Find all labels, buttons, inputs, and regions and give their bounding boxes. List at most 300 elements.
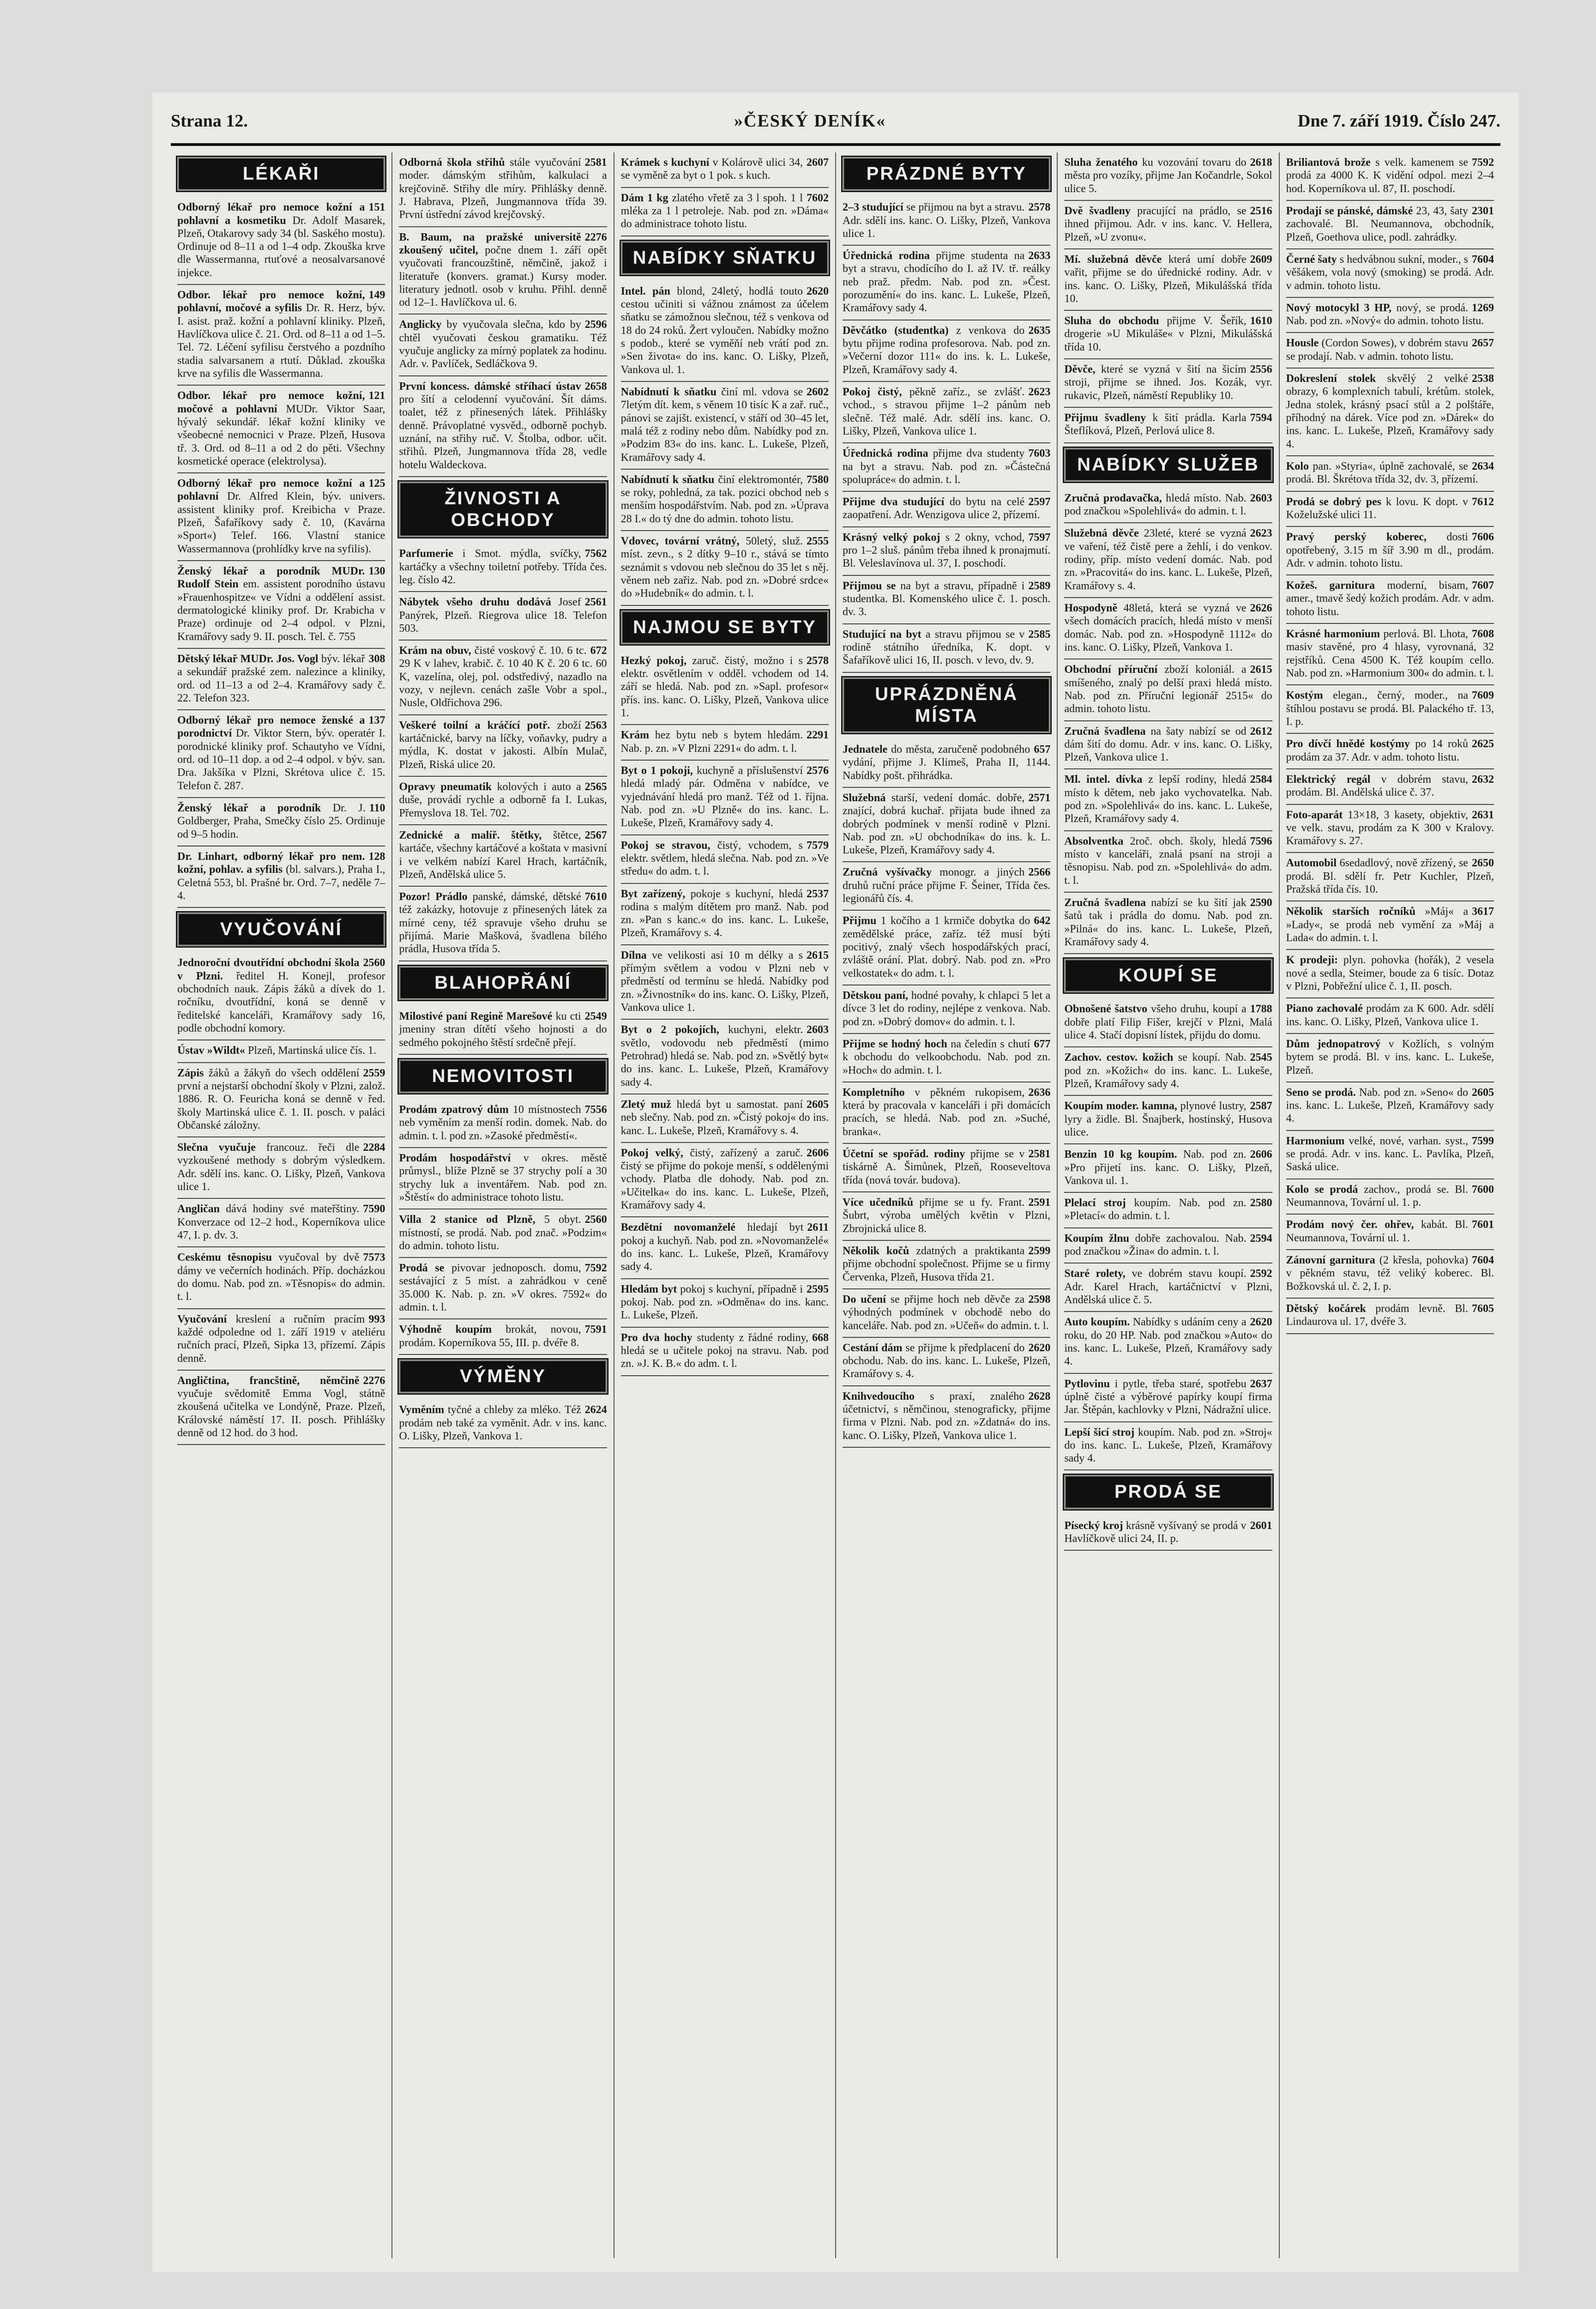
ad-title: Prodám hospodářství	[399, 1152, 524, 1164]
ad-number: 7606	[1471, 531, 1494, 544]
classified-ad	[1286, 492, 1494, 527]
classified-ad	[1286, 685, 1494, 734]
classified-ad	[843, 492, 1050, 527]
classified-ad	[399, 715, 607, 777]
ad-text: Dr. Viktor Stern, býv. operatér I. porodnické kliniky prof. Schautyho ve Vídni, ord. od 10–11 dop. a od 2–4 odpol. v býv. san. Dra. Jakšíka v Plzni, Skrétova ulice č. 15. Telefon č. 287.	[177, 727, 385, 792]
ad-number: 2650	[1471, 857, 1494, 870]
classified-ad	[621, 835, 829, 884]
classified-ad	[1286, 1299, 1494, 1334]
ad-title: Služebná děvče	[1064, 527, 1144, 540]
classified-ad	[1286, 298, 1494, 333]
ad-text: přijme studenta na byt a stravu, chodícího do I. až IV. tř. reálky neb praž. předm. Nab. pod zn. »Čest. porozumění« do ins. kanc. L. Lukeše, Plzeň, Kramářovy sady 4.	[842, 250, 1051, 314]
ad-text: by vyučovala slečna, kdo by chtěl vyučovati českou gramatiku. Též vyučuje anglicky za mírný poplatek za hodinu. Adr. v. Pavlíček, Sedláčkova 9.	[399, 319, 607, 370]
ad-text: brokát, novou, prodám. Koperníkova 55, III. p. dvéře 8.	[399, 1324, 581, 1349]
ad-title: Kostým	[1286, 689, 1333, 702]
ad-title: Prodá se dobrý pes	[1286, 496, 1386, 508]
ad-text: skvělý 2 velké obrazy, 6 komplexních tabulí, krétům. stolek, Jedna stolek, krásný psací stůl a 2 polštáře, příhodný na dárek. Více pod zn. »Dárek« do ins. kanc. L. Lukeše, Plzeň, Kramářovy sady 4.	[1286, 373, 1494, 450]
ad-text: se přijmou na byt a stravu. Adr. sdělí ins. kanc. O. Lišky, Plzeň, Vankova ulice 1.	[842, 201, 1051, 240]
ad-number: 7597	[1028, 531, 1051, 544]
ad-text: francouz. řeči dle vyzkoušené methody s dobrým výsledkem. Adr. sdělí ins. kanc. O. Lišky, Plzeň, Vankova ulice 1.	[177, 1142, 385, 1193]
classified-ad	[843, 382, 1050, 443]
ad-title: Automobil	[1286, 857, 1340, 870]
ad-number: 2560	[584, 1214, 607, 1226]
ad-title: Elektrický regál	[1286, 773, 1381, 786]
ad-number: 7612	[1471, 496, 1494, 508]
classified-ad	[621, 1094, 829, 1143]
section-heading: PRODÁ SE	[1064, 1475, 1272, 1509]
ad-title: Odbor. lékař pro nemoce kožní, močové a pohlavní	[177, 390, 365, 415]
ad-text: monogr. a jiných druhů ruční práce přijme F. Šeiner, Třída čes. legionářů čís. 4.	[842, 866, 1051, 905]
ad-title: Mí. služebná děvče	[1064, 253, 1168, 266]
section-heading: BLAHOPŘÁNÍ	[399, 966, 607, 1000]
ad-text: kolových i auto a duše, provádí rychle a odborně fa I. Lukas, Přemyslova 18. Tel. 702.	[399, 780, 607, 819]
classified-ad	[177, 1137, 385, 1199]
ad-text: studenty z řádné rodiny, hledá se u učitele pokoj na stravu. Nab. pod zn. »J. K. B.« do adm. t. l.	[620, 1331, 829, 1370]
ad-title: Pravý perský koberec,	[1286, 531, 1447, 544]
classified-ad	[399, 1258, 607, 1319]
ad-title: Koupím moder. kamna,	[1064, 1100, 1180, 1112]
ad-text: ve velikosti asi 10 m délky a s přímým světlem a vodou v Plzni neb v předměstí od termínu se hledá. Nabídky pod zn. »Živnostník« do ins. kanc. O. Lišky, Plzeň, Vankova ulice 1.	[620, 949, 829, 1014]
ad-text: s 2 okny, vchod, pro 1–2 sluš. pánům třeba ihned k pronajmutí. Bl. Veleslavínova ul. 37, I. poschodí.	[842, 531, 1051, 570]
ad-text: se přijme k předplacení do obchodu. Nab. do ins. kanc. L. Lukeše, Plzeň, Kramářovy s. 4.	[842, 1342, 1051, 1380]
ad-title: Pokoj se stravou,	[620, 839, 717, 852]
ad-text: 6sedadlový, nově zřízený, se prodá. Bl. sdělí fr. Petr Kuchler, Plzeň, Pražská třída čís. 10.	[1286, 857, 1494, 896]
ad-title: Zánovní garnitura	[1286, 1254, 1379, 1266]
ad-title: Ženský lékař a porodník	[177, 802, 333, 814]
ad-title: Dr. Linhart, odborný lékař pro nem. kožní, pohlav. a syfilis	[177, 850, 365, 876]
classified-ad	[1286, 333, 1494, 369]
ad-text: čistý, zařízený a zaruč. čistý se přijme do pokoje menší, s oddělenými vchody. Platba dle dohody. Nab. pod zn. »Učitelka« do ins. kanc. L. Lukeše, Plzeň, Kramářovy sady 4.	[620, 1147, 829, 1212]
classified-ad	[177, 1063, 385, 1138]
classified-ad	[1064, 1193, 1272, 1228]
ad-text: ku cti jmeniny stran dítětí všeho hojnosti a do sedmého pokojného štěstí srdečně přejí.	[399, 1010, 607, 1049]
ad-title: Černé šaty	[1286, 253, 1340, 266]
ad-text: v Kolárově ulici 34, se vyměně za byt o 1 pok. s kuch.	[620, 157, 803, 182]
ad-title: Bezdětní novomanželé	[620, 1221, 747, 1234]
ad-text: přijme dva studenty na byt a stravu. Nab. pod zn. »Částečná spolupráce« do admin. t. l.	[842, 447, 1051, 486]
classified-ad	[621, 761, 829, 835]
ad-text: a stravu přijmou se v rodině státního úředníka, K. dopt. v Šafaříkově ulici 16, II. posch. v levo, dv. 9.	[842, 628, 1051, 667]
classified-ad	[1286, 1034, 1494, 1082]
ad-text: s hedvábnou sukní, moder., s věšákem, vola nový (smoking) se prodá. Adr. v admin. tohoto listu.	[1286, 253, 1494, 292]
ad-number: 7556	[584, 1104, 607, 1116]
newspaper-title: »ČESKÝ DENÍK«	[734, 111, 886, 131]
classified-ad	[843, 443, 1050, 492]
classified-ad	[1286, 998, 1494, 1034]
ad-number: 2545	[1250, 1052, 1272, 1064]
classified-ad	[1286, 1179, 1494, 1215]
classified-ad	[1064, 831, 1272, 893]
ad-title: Úřednická rodina	[842, 250, 936, 262]
classified-ad	[399, 1319, 607, 1355]
ad-title: Prodá se	[399, 1262, 452, 1275]
ad-number: 2584	[1250, 774, 1272, 786]
classified-ad	[843, 788, 1050, 863]
classified-ad	[177, 1247, 385, 1309]
classified-ad	[399, 777, 607, 825]
ad-title: Nábytek všeho druhu dodává	[399, 596, 559, 609]
ad-number: 7592	[1471, 157, 1494, 169]
ad-text: stále vyučování moder. dámským střihům, kalkulaci a krejčovině. Střihy dle míry. Přihlášky denně. J. Habrava, Plzeň, Jungmannova třída 39. První ústřední závod krejčovský.	[399, 157, 607, 221]
ad-title: Opravy pneumatik	[399, 780, 497, 793]
section-heading: NEMOVITOSTI	[399, 1059, 607, 1093]
ad-text: k šití prádla. Karla Šteflíková, Plzeň, Perlová ulice 8.	[1064, 412, 1247, 437]
ad-text: z venkova do bytu přijme rodina profesorova. Nab. pod zn. »Večerní dozor 111« do ins. k. L. Lukeše, Plzeň, Kramářovy sady 4.	[842, 324, 1051, 376]
classified-ad	[1286, 1082, 1494, 1131]
ad-title: Pytlovinu	[1064, 1378, 1115, 1390]
ad-title: Kožeš. garnitura	[1286, 580, 1387, 592]
classifieds-columns	[171, 152, 1500, 2258]
ad-text: činí ml. vdova se 7letým dít. kem, s věnem 10 tisíc K a zař. ruč., pánovi se zajišt. existencí, v stáří od 30–45 let, malá též z rodiny nebo dům. Nabídky pod zn. »Podzim 83« do ins. kanc. L. Lukeše, Plzeň, Kramářovy sady 4.	[620, 386, 829, 464]
section-heading: NAJMOU SE BYTY	[621, 610, 829, 644]
classified-ad	[399, 825, 607, 887]
ad-title: Hospodyně	[1064, 602, 1124, 614]
classified-ad	[399, 887, 607, 961]
ad-title: Sluha ženatého	[1064, 157, 1142, 169]
ad-text: Josef Panýrek, Plzeň. Riegrova ulice 18. Telefon 503.	[399, 596, 607, 635]
ad-number: 2301	[1471, 205, 1494, 217]
ad-text: 48letá, která se vyzná ve všech domácích pracích, hledá místo v menší domác. Nab. pod zn. »Hospodyně 1112« do ins. kanc. O. Lišky, Plzeň, Vankova 1.	[1064, 602, 1272, 653]
classified-ad	[177, 1309, 385, 1371]
ad-title: Prodají se pánské, dámské	[1286, 205, 1416, 217]
classified-ad	[843, 246, 1050, 320]
classified-ad	[1286, 1215, 1494, 1250]
ad-text: prodám za K 600. Adr. sdělí ins. kanc. O. Lišky, Plzeň, Vankova ulice 1.	[1286, 1003, 1494, 1028]
classified-ad	[1286, 901, 1494, 950]
ad-title: Absolventka	[1064, 835, 1130, 847]
ad-number: 2633	[1028, 250, 1051, 262]
ad-text: kreslení a ručním pracím každé odpoledne od 1. září 1919 v ateliéru ručních prací, Plzeň, Sipka 13, přízemí. Zápis denně.	[177, 1313, 385, 1365]
classified-ad	[843, 624, 1050, 673]
ad-number: 121	[368, 390, 385, 402]
classified-ad	[1286, 456, 1494, 492]
ad-number: 2607	[806, 157, 829, 169]
ad-text: býv. lékař a sekundář pražské zem. nalezince a kliniky, ord. od 11–13 a od 2–4. Kramářovy sady č. 22. Telefon 323.	[177, 653, 385, 704]
classified-ad	[621, 725, 829, 761]
ad-title: Nabídnutí k sňatku	[620, 386, 722, 398]
ad-number: 7608	[1471, 628, 1494, 641]
classified-ad	[621, 651, 829, 725]
ad-text: 13×18, 3 kasety, objektiv, ve velk. stavu, prodám za K 300 v Kralovy. Kramářovy s. 27.	[1286, 809, 1494, 847]
ad-text: dosti opotřebený, 3.15 m šíř 3.90 m dl., prodám. Adr. v admin. tohoto listu.	[1286, 531, 1494, 569]
classified-ad	[843, 1338, 1050, 1386]
column-5	[1058, 152, 1279, 2258]
ad-title: Prodám zpatrový dům	[399, 1104, 513, 1116]
ad-number: 2585	[1028, 628, 1051, 641]
classified-ad	[843, 1241, 1050, 1289]
ad-title: Kolo se prodá	[1286, 1183, 1364, 1196]
ad-title: Prodám nový čer. ohřev,	[1286, 1219, 1421, 1231]
ad-text: hledají byt pokoj a kuchyň. Nab. pod zn. »Novomanželé« do ins. kanc. L. Lukeše, Plzeň, Kramářovy sady 4.	[620, 1221, 829, 1273]
ad-title: Odborný lékař pro nemoce kožní a pohlavní a kosmetiku	[177, 201, 365, 227]
ad-number: 7603	[1028, 447, 1051, 460]
ad-text: zaruč. čistý, možno i s elektr. osvětlením v odděl. vchodem od 14. září se hledá. Nab. pod zn. »Sapl. profesor« přís. ins. kanc. O. Lišky, Plzeň, Vankova ulice 1.	[620, 654, 829, 719]
column-3	[614, 152, 836, 2258]
ad-number: 2589	[1028, 580, 1051, 592]
ad-title: Angličtina, francštině, němčině	[177, 1374, 360, 1387]
ad-title: Studující na byt	[842, 628, 926, 641]
ad-text: i Smot. mýdla, svíčky, kartáčky a všechny toiletní potřeby. Třída čes. leg. číslo 42.	[399, 548, 607, 586]
ad-title: Slečna vyučuje	[177, 1142, 266, 1154]
ad-number: 2559	[363, 1067, 385, 1079]
ad-text: koupím. Nab. pod zn. »Stroj« do ins. kanc. L. Lukeše, Plzeň, Kramářovy sady 4.	[1064, 1426, 1272, 1465]
classified-ad	[177, 710, 385, 798]
classified-ad	[1064, 488, 1272, 524]
ad-title: Hledám byt	[620, 1283, 681, 1295]
ad-title: Harmonium	[1286, 1135, 1349, 1147]
ad-title: Byt o 2 pokojích,	[620, 1024, 729, 1036]
classified-ad	[399, 641, 607, 715]
ad-title: Dětskou paní,	[842, 989, 911, 1002]
ad-title: Dvě švadleny	[1064, 205, 1138, 217]
ad-number: 2620	[1250, 1316, 1272, 1329]
ad-text: na čeledín s chutí k obchodu do velkoobchodu. Nab. pod zn. »Hoch« do admin. t. l.	[842, 1038, 1051, 1076]
classified-ad	[843, 911, 1050, 985]
ad-number: 2598	[1028, 1293, 1051, 1306]
ad-text: 2roč. obch. školy, hledá místo v kanceláři, znalá psaní na stroji a těsnopisu. Nab. pod zn. »Spolehlivá« do adm. t. l.	[1064, 835, 1272, 887]
ad-number: 2578	[1028, 201, 1051, 214]
ad-title: Do učení	[842, 1293, 891, 1306]
ad-number: 2620	[1028, 1342, 1051, 1354]
ad-number: 2538	[1471, 373, 1494, 385]
ad-text: vyučoval by dvě dámy ve večerních hodinách. Příp. docházkou do domu. Nab. pod zn. »Těsnopis« do admin. t. l.	[177, 1251, 385, 1303]
classified-ad	[621, 188, 829, 236]
ad-text: i pytle, třeba staré, spotřebu úplně čisté a výběrové papírky koupí firma Jar. Štěpán, kachlovky v Plzni, Nádražní ulice.	[1064, 1378, 1272, 1416]
classified-ad	[621, 884, 829, 945]
ad-text: dává hodiny své mateřštiny. Konverzace od 12–2 hod., Koperníkova ulice 47, I. p. dv. 3.	[177, 1203, 385, 1241]
ad-text: ve dobrém stavu koupí. Adr. Karel Hrach, kartáčnictví v Plzni, Andělská ulice č. 5.	[1064, 1268, 1272, 1306]
ad-title: Zednické a malíř. štětky,	[399, 829, 554, 841]
ad-text: která umí dobře vařit, přijme se do úřednické rodiny. Adr. v ins. kanc. O. Lišky, Plzeň, Mikulášská třída 10.	[1064, 253, 1272, 305]
ad-title: Přijmu švadleny	[1064, 412, 1153, 424]
ad-title: Účetní se spořád. rodiny	[842, 1148, 970, 1161]
ad-number: 2516	[1250, 205, 1272, 217]
ad-title: Staré rolety,	[1064, 1268, 1132, 1280]
ad-text: v dobrém stavu, prodám. Bl. Andělská ulice č. 37.	[1286, 773, 1468, 799]
ad-title: Nabídnutí k sňatku	[620, 473, 718, 486]
ad-number: 2581	[584, 157, 607, 169]
ad-title: Zápis	[177, 1067, 209, 1079]
classified-ad	[1064, 999, 1272, 1047]
ad-number: 1788	[1250, 1003, 1272, 1015]
classified-ad	[1064, 359, 1272, 408]
ad-text: (2 křesla, pohovka) v pěkném stavu, též veliký koberec. Bl. Božkovská ul. č. 2, I. p.	[1286, 1254, 1494, 1293]
ad-title: Děvče,	[1064, 363, 1101, 376]
ad-number: 2635	[1028, 324, 1051, 337]
ad-number: 677	[1034, 1038, 1051, 1050]
classified-ad	[1064, 408, 1272, 443]
ad-text: Dr. Adolf Masarek, Plzeň, Otakarovy sady 34 (bl. Saského mostu). Ordinuje od 8–11 a od 1–4 odp. Zkouška krve dle Wassermanna, rtuťové a neosalvarsanové injekce.	[177, 214, 385, 279]
column-2	[392, 152, 614, 2258]
ad-number: 2615	[806, 949, 829, 961]
section-heading: NABÍDKY SŇATKU	[621, 241, 829, 275]
ad-text: zboží koloniál. a smíšeného, znalý po delší praxi hledá místo. Nab. pod zn. Příruční legionář 2515« do admin. tohoto listu.	[1064, 664, 1272, 715]
ad-title: Několik kočů	[842, 1245, 916, 1257]
ad-number: 7573	[363, 1251, 385, 1264]
ad-title: Anglicky	[399, 319, 447, 331]
classified-ad	[843, 320, 1050, 382]
ad-title: Odborná škola střihů	[399, 157, 510, 169]
ad-number: 2590	[1250, 896, 1272, 909]
ad-title: Služebná	[842, 792, 891, 804]
ad-title: Villa 2 stanice od Plzně,	[399, 1214, 544, 1226]
classified-ad	[1064, 1144, 1272, 1193]
ad-number: 2565	[584, 780, 607, 793]
ad-text: hledá místo. Nab. pod značkou »Spolehlivá« do admin. t. l.	[1064, 492, 1247, 518]
ad-title: 2–3 studující	[842, 201, 907, 214]
ad-title: Obnošené šatstvo	[1064, 1003, 1151, 1015]
ad-number: 2566	[1028, 866, 1051, 879]
ad-number: 2599	[1028, 1245, 1051, 1257]
ad-title: Pokoj čistý,	[842, 386, 909, 398]
ad-text: v pěkném rukopisem, která by pracovala v kanceláři i při domácích pracích, se hledá. Nab. pod zn. »Suché, branka«.	[842, 1086, 1051, 1138]
ad-number: 7609	[1471, 689, 1494, 702]
ad-title: Krásný velký pokoj	[842, 531, 946, 544]
classified-ad	[1286, 624, 1494, 685]
ad-title: Seno se prodá.	[1286, 1086, 1359, 1099]
classified-ad	[399, 152, 607, 227]
ad-title: Dám 1 kg	[620, 192, 672, 204]
classified-ad	[1064, 311, 1272, 359]
classified-ad	[621, 1143, 829, 1218]
classified-ad	[1286, 369, 1494, 456]
ad-text: panské, dámské, dětské též zakázky, hotovuje z přinesených látek za mírné ceny, též spravuje všeho druhu se přijímá. Marie Mašková, švadlena bílého prádla, Husova třída 5.	[399, 891, 607, 955]
ad-title: Benzin 10 kg koupím.	[1064, 1148, 1183, 1161]
ad-title: Auto koupím.	[1064, 1316, 1133, 1329]
ad-number: 993	[368, 1313, 385, 1325]
ad-number: 7592	[584, 1262, 607, 1275]
section-heading: VÝMĚNY	[399, 1360, 607, 1393]
ad-title: Pozor! Prádlo	[399, 891, 473, 903]
ad-number: 2623	[1028, 386, 1051, 398]
classified-ad	[1286, 950, 1494, 998]
ad-number: 149	[368, 289, 385, 302]
section-heading: VYUČOVÁNÍ	[177, 913, 385, 946]
ad-number: 2592	[1250, 1268, 1272, 1280]
classified-ad	[1064, 769, 1272, 831]
classified-ad	[621, 1020, 829, 1094]
ad-number: 2549	[584, 1010, 607, 1022]
classified-ad	[621, 1217, 829, 1279]
ad-title: Knihvedoucího	[842, 1390, 930, 1402]
classified-ad	[1064, 893, 1272, 954]
ad-text: hodné povahy, k chlapci 5 let a dívce 3 let do rodiny, nejlépe z venkova. Nab. pod zn. »Dobrý domov« do admin. t. l.	[842, 989, 1051, 1028]
classified-ad	[1286, 853, 1494, 901]
ad-text: hez bytu neb s bytem hledám. Nab. p. zn. »V Plzni 2291« do adm. t. l.	[620, 729, 803, 755]
ad-title: Krásné harmonium	[1286, 628, 1384, 641]
classified-ad	[843, 527, 1050, 576]
ad-title: Parfumerie	[399, 548, 463, 560]
ad-number: 2609	[1250, 253, 1272, 266]
ad-title: Kompletního	[842, 1086, 915, 1099]
ad-title: Intel. pán	[620, 285, 677, 297]
ad-text: Nabídky s udáním ceny a roku, do 20 HP. Nab. pod značkou »Auto« do ins. kanc. L. Lukeše, Plzeň, Kramářovy sady 4.	[1064, 1316, 1272, 1368]
ad-number: 2587	[1250, 1100, 1272, 1112]
classified-ad	[399, 592, 607, 641]
ad-text: počne dnem 1. září opět vyučovati francouzštině, němčině, jakož i literatuře (konvers. gramat.) Kursy moder. literatury jednotl. osob v kruhu. Přihl. denně od 12–1. Havlíčkova ul. 6.	[399, 244, 607, 309]
ad-text: em. assistent porodního ústavu »Frauenhospitze« ve Vídni a oddělení assist. dermatologické kliniky prof. Dr. Krabicha v Praze) ordinuje od 2–4 odpol. v Plzni, Kramářovy sady 9. II. posch. Tel. č. 755	[177, 578, 385, 643]
ad-text: s praxí, znalého účetnictví, s němčinou, stenograficky, přijme firma v Plzni. Nab. pod zn. »Zdatná« do ins. kanc. O. Lišky, Plzeň, Vankova ulice 1.	[842, 1390, 1051, 1442]
ad-number: 2560	[363, 957, 385, 969]
ad-number: 642	[1034, 915, 1051, 927]
ad-number: 7600	[1471, 1183, 1494, 1196]
section-heading: ŽIVNOSTI A OBCHODY	[399, 482, 607, 537]
ad-number: 2603	[806, 1024, 829, 1036]
ad-number: 7605	[1471, 1302, 1494, 1315]
ad-number: 2576	[806, 765, 829, 777]
ad-text: činí elektromontér, se roky, pohledná, za tak. pozici obchod neb s menším hospodářstvím. Nab. pod zn. »Úprava 28 I.« do tý dne do admin. tohoto listu.	[620, 473, 829, 525]
classified-ad	[1064, 1312, 1272, 1373]
classified-ad	[1286, 201, 1494, 249]
classified-ad	[843, 1192, 1050, 1241]
ad-title: Ceskému těsnopisu	[177, 1251, 279, 1264]
ad-title: Krám na obuv,	[399, 645, 475, 657]
ad-title: Kolo	[1286, 460, 1313, 472]
classified-ad	[1286, 152, 1494, 201]
classified-ad	[1064, 1096, 1272, 1144]
ad-title: Jednoroční dvoutřídní obchodní škola v Plzni.	[177, 957, 360, 982]
ad-text: pokoje s kuchyní, hledá rodina s malým dítětem pro manž. Nab. pod zn. »Pan s kanc.« do ins. kanc. L. Lukeše, Plzeň, Kramářovy s. 4.	[620, 888, 829, 939]
ad-text: přijme V. Šeřík, drogerie »U Mikuláše« v Plzni, Mikulášská třída 10.	[1064, 315, 1272, 353]
ad-text: kuchyni, elektr. světlo, vodovodu neb předměstí (mimo Petrohrad) hledá se. Nab. pod zn. »Světlý byt« do ins. kanc. L. Lukeše, Plzeň, Kramářovy sady 4.	[620, 1024, 829, 1088]
ad-text: 5 obyt. místností, se prodá. Nab. pod znač. »Podzim« do admin. tohoto listu.	[399, 1214, 607, 1252]
classified-ad	[843, 1386, 1050, 1448]
ad-title: Milostivé paní Regině Marešové	[399, 1010, 556, 1022]
ad-text: ředitel H. Konejl, profesor obchodních nauk. Zápis žáků a dívek do 1. ročníku, dvoutřídní, koná se denně v ředitelské kanceláři, Kramářovy sady 16, podle obchodní komory.	[177, 970, 385, 1034]
ad-title: Sluha do obchodu	[1064, 315, 1167, 327]
ad-number: 2595	[806, 1283, 829, 1295]
ad-title: Přijme se hodný hoch	[842, 1038, 951, 1050]
ad-number: 110	[369, 802, 385, 814]
ad-title: Ústav »Wildt«	[177, 1045, 248, 1057]
ad-text: na byt a stravu, případně i studentka. Bl. Komenského ulice č. 1. posch. dv. 3.	[842, 580, 1051, 618]
ad-number: 3617	[1471, 906, 1494, 918]
classified-ad	[177, 798, 385, 846]
ad-text: se přijme hoch neb děvče za výhodných podmínek v obchodě nebo do kanceláře. Nab. pod zn. »Učeň« do admin. t. l.	[842, 1293, 1051, 1332]
ad-text: koupím. Nab. pod zn. »Pletací« do admin. t. l.	[1064, 1197, 1247, 1222]
classified-ad	[399, 1100, 607, 1148]
ad-text: všeho druhu, koupí a dobře platí Filip Fišer, krejčí v Plzni, Malá ulice 4. Stačí dopisní lístek, přijdu do domu.	[1064, 1003, 1272, 1041]
masthead-rule	[171, 143, 1500, 146]
ad-number: 2658	[584, 380, 607, 393]
ad-number: 2581	[1028, 1148, 1051, 1161]
ad-number: 2611	[807, 1221, 829, 1234]
classified-ad	[177, 649, 385, 710]
ad-title: Lepší šicí stroj	[1064, 1426, 1138, 1439]
column-4	[836, 152, 1058, 2258]
classified-ad	[1286, 575, 1494, 624]
section-heading: LÉKAŘI	[177, 157, 385, 191]
ad-text: do bytu na celé zaopatření. Adr. Wenzigova ulice 2, přízemí.	[842, 496, 1040, 521]
ad-title: Cestání dám	[842, 1342, 906, 1354]
ad-text: do města, zaručeně podobného vydání, přijme J. Klimeš, Praha II, 1144. Nabídky pošt. přihrádka.	[842, 743, 1051, 782]
classified-ad	[399, 1400, 607, 1448]
ad-number: 7590	[363, 1203, 385, 1215]
column-1	[171, 152, 392, 2258]
ad-number: 2628	[1028, 1390, 1051, 1402]
ad-number: 2612	[1250, 725, 1272, 737]
ad-text: Nab. pod zn. »Seno« do ins. kanc. L. Lukeše, Plzeň, Kramářovy sady 4.	[1286, 1086, 1494, 1125]
classified-ad	[399, 314, 607, 376]
ad-number: 2632	[1471, 773, 1494, 786]
ad-number: 137	[368, 714, 385, 727]
classified-ad	[177, 1199, 385, 1247]
ad-number: 128	[368, 850, 385, 863]
ad-text: kuchyně a příslušenství hledá mladý pár. Odměna v nabídce, ve vyjednávání hledá pro manž. Též od 1. října. Nab. pod zn. »U Plzně« do ins. kanc. L. Lukeše, Plzeň, Kramářovy sady 4.	[620, 765, 829, 829]
ad-text: k lovu. K dopt. v Koželužské ulici 11.	[1286, 496, 1468, 521]
ad-title: Pokoj velký,	[620, 1147, 690, 1159]
ad-title: Byt o 1 pokoji,	[620, 765, 697, 777]
